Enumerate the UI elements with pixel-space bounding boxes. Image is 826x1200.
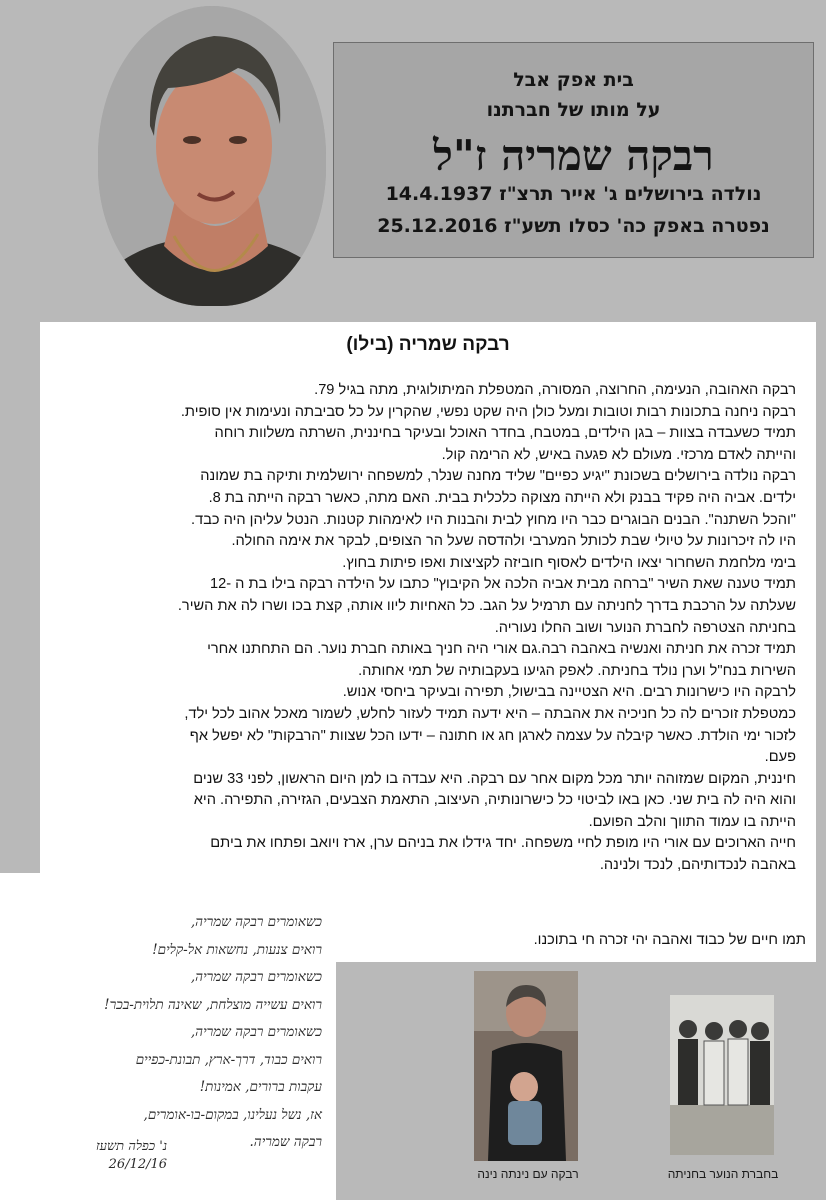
portrait-photo xyxy=(98,6,326,306)
article-line: והוא היה לה בית שני. כאן באו לביטוי כל כישרונותיה, העיצוב, התאמת הצבעים, הגזירה, התפירה. היא xyxy=(193,792,796,809)
closing-sentence: תמו חיים של כבוד ואהבה יהי זכרה חי בתוכנו. xyxy=(533,932,806,948)
article-line: רבקה האהובה, הנעימה, החרוצה, המסורה, המטפלת המיתולוגית, מתה בגיל 79. xyxy=(314,382,796,398)
article-line: לרבקה היו כישרונות רבים. היא הצטיינה בבישול, תפירה ובעיקר ביחסי אנוש. xyxy=(342,684,796,701)
article-line: פעם. xyxy=(764,749,796,766)
article-line: בחניתה הצטרפה לחברת הנוער ושוב החלו נעוריה. xyxy=(494,619,796,636)
memorial-header xyxy=(333,42,814,258)
poem-line: עקבות ברורים, אמינות! xyxy=(199,1079,322,1095)
article-line: "והכל השתנה". הבנים הבוגרים כבר היו מחוץ לבית והבנות היו לאימהות קטנות. הנטל עליהן היה כבד. xyxy=(191,511,796,528)
header-announcement-line: על מותו של חברתנו xyxy=(486,99,661,121)
article-line: רבקה נולדה בירושלים בשכונת "יגיע כפיים" שליד מחנה שנלר, למשפחה ירושלמית ותיקה בת שמונה xyxy=(200,468,796,485)
poem-line: רואים צנעות, נחשאות אל-קלים! xyxy=(152,941,322,958)
grandchild-photo-caption: רבקה עם נינתה נינה xyxy=(477,1167,579,1181)
youth-photo-caption: בחברת הנוער בחניתה xyxy=(667,1167,779,1181)
article-line: תמיד זכרה את חניתה ואנשיה באהבה רבה.גם אורי היה חניך באותה חברת נוער. הם התחתנו אחרי xyxy=(207,641,796,658)
portrait-illustration xyxy=(98,6,326,306)
photo-with-great-granddaughter xyxy=(474,971,578,1161)
poem-line: אז, נשל נעלינו, במקום-בו-אומרים, xyxy=(143,1106,322,1123)
birth-date-line: נולדה בירושלים ג' אייר תרצ"ז 14.4.1937 xyxy=(385,183,762,205)
header-mourning-line: בית אפק אבל xyxy=(513,69,634,91)
deceased-name: רבקה שמריה ז"ל xyxy=(433,131,714,180)
article-line: חייה הארוכים עם אורי היו מופת לחיי משפחה. יחד גידלו את בניהם ערן, ארז ויואב ופתחו את ביתם xyxy=(210,835,796,852)
poem-line: רואים כבוד, דרך-ארץ, תבונת-כפיים xyxy=(135,1051,322,1068)
article-line: שעלתה על הרכבת בדרך לחניתה עם תרמיל על הגב. כל האחיות ליוו אותה, קצת בכו ושרו לה את השיר. xyxy=(177,597,796,614)
article-line: היו לה זיכרונות על טיולי שבת לכותל המערבי ולהדסה שעל הר הצופים, לבקר את אימה החולה. xyxy=(231,533,796,550)
article-body xyxy=(50,380,796,877)
poem-line: כשאומרים רבקה שמריה, xyxy=(190,969,322,985)
poem-text xyxy=(104,909,322,1157)
youth-photo-illustration xyxy=(670,995,774,1155)
article-line: תמיד טענה שאת השיר "ברחה מבית אביה הלכה אל הקיבוץ" כתבו על הילדה רבקה בילו בת ה -12 xyxy=(210,576,796,593)
poem-line: כשאומרים רבקה שמריה, xyxy=(190,914,322,930)
eulogy-panel xyxy=(40,322,816,962)
death-date-line: נפטרה באפק כה' כסלו תשע"ז 25.12.2016 xyxy=(377,215,770,237)
photo-youth-group xyxy=(670,995,774,1155)
article-line: והייתה לאדם מרכזי. מעולם לא פגעה באיש, לא הרימה קול. xyxy=(441,446,796,463)
article-line: ילדים. אביה היה פקיד בבנק ולא הייתה מצוקה כלכלית בבית. האם מתה, כאשר רבקה הייתה בת 8. xyxy=(208,489,796,506)
handwritten-poem-note xyxy=(0,873,336,1200)
grandchild-photo-illustration xyxy=(474,971,578,1161)
poem-line: רבקה שמריה. xyxy=(249,1134,322,1150)
article-line: כמטפלת זוכרים לה כל חניכיה את אהבתה – היא ידעה תמיד לעזור לחלש, לשמור מאכל אהוב לכל ילד, xyxy=(184,705,796,722)
article-line: תמיד כשעבדה בצוות – בגן הילדים, במטבח, בחדר האוכל ובעיקר בחיננית, השרתה משלוות רוחה xyxy=(214,425,796,442)
article-line: בימי מלחמת השחרור יצאו הילדים לאסוף חוביזה לקציצות ואפו פיתות בחוץ. xyxy=(342,554,796,571)
article-line: לזכור ימי הולדת. כאשר קיבלה על עצמה לארגן חג או חתונה – ידעו הכל שצוות "הרבקות" לא יפשל אף xyxy=(189,727,796,744)
poem-line: רואים עשייה מוצלחת, שאינה תלוית-בכר! xyxy=(104,996,322,1013)
article-line: השירות בנח"ל וערן נולד בחניתה. לאפק הגיעו בעקבותיה של תמי אחותה. xyxy=(358,662,796,679)
poem-line: כשאומרים רבקה שמריה, xyxy=(190,1024,322,1040)
signature-date: 26/12/16 xyxy=(108,1157,168,1172)
article-title: רבקה שמריה (בילו) xyxy=(346,334,510,355)
article-line: חיננית, המקום שמזוהה יותר מכל מקום אחר עם רבקה. היא עבדה בו למן היום הראשון, לפני 33 שנים xyxy=(193,770,796,787)
article-line: הייתה בו עמוד התווך והלב הפועם. xyxy=(588,813,796,830)
article-line: באהבה לנכדותיהם, לנכד ולנינה. xyxy=(599,857,796,874)
poem-signature xyxy=(96,1138,167,1174)
signature-name: נ' כפלה תשעז xyxy=(96,1139,168,1154)
article-line: רבקה ניחנה בתכונות רבות וטובות ומעל כולן היה שקט נפשי, שהקרין על כל סביבתה ונעימות אין סופית. xyxy=(180,403,796,420)
